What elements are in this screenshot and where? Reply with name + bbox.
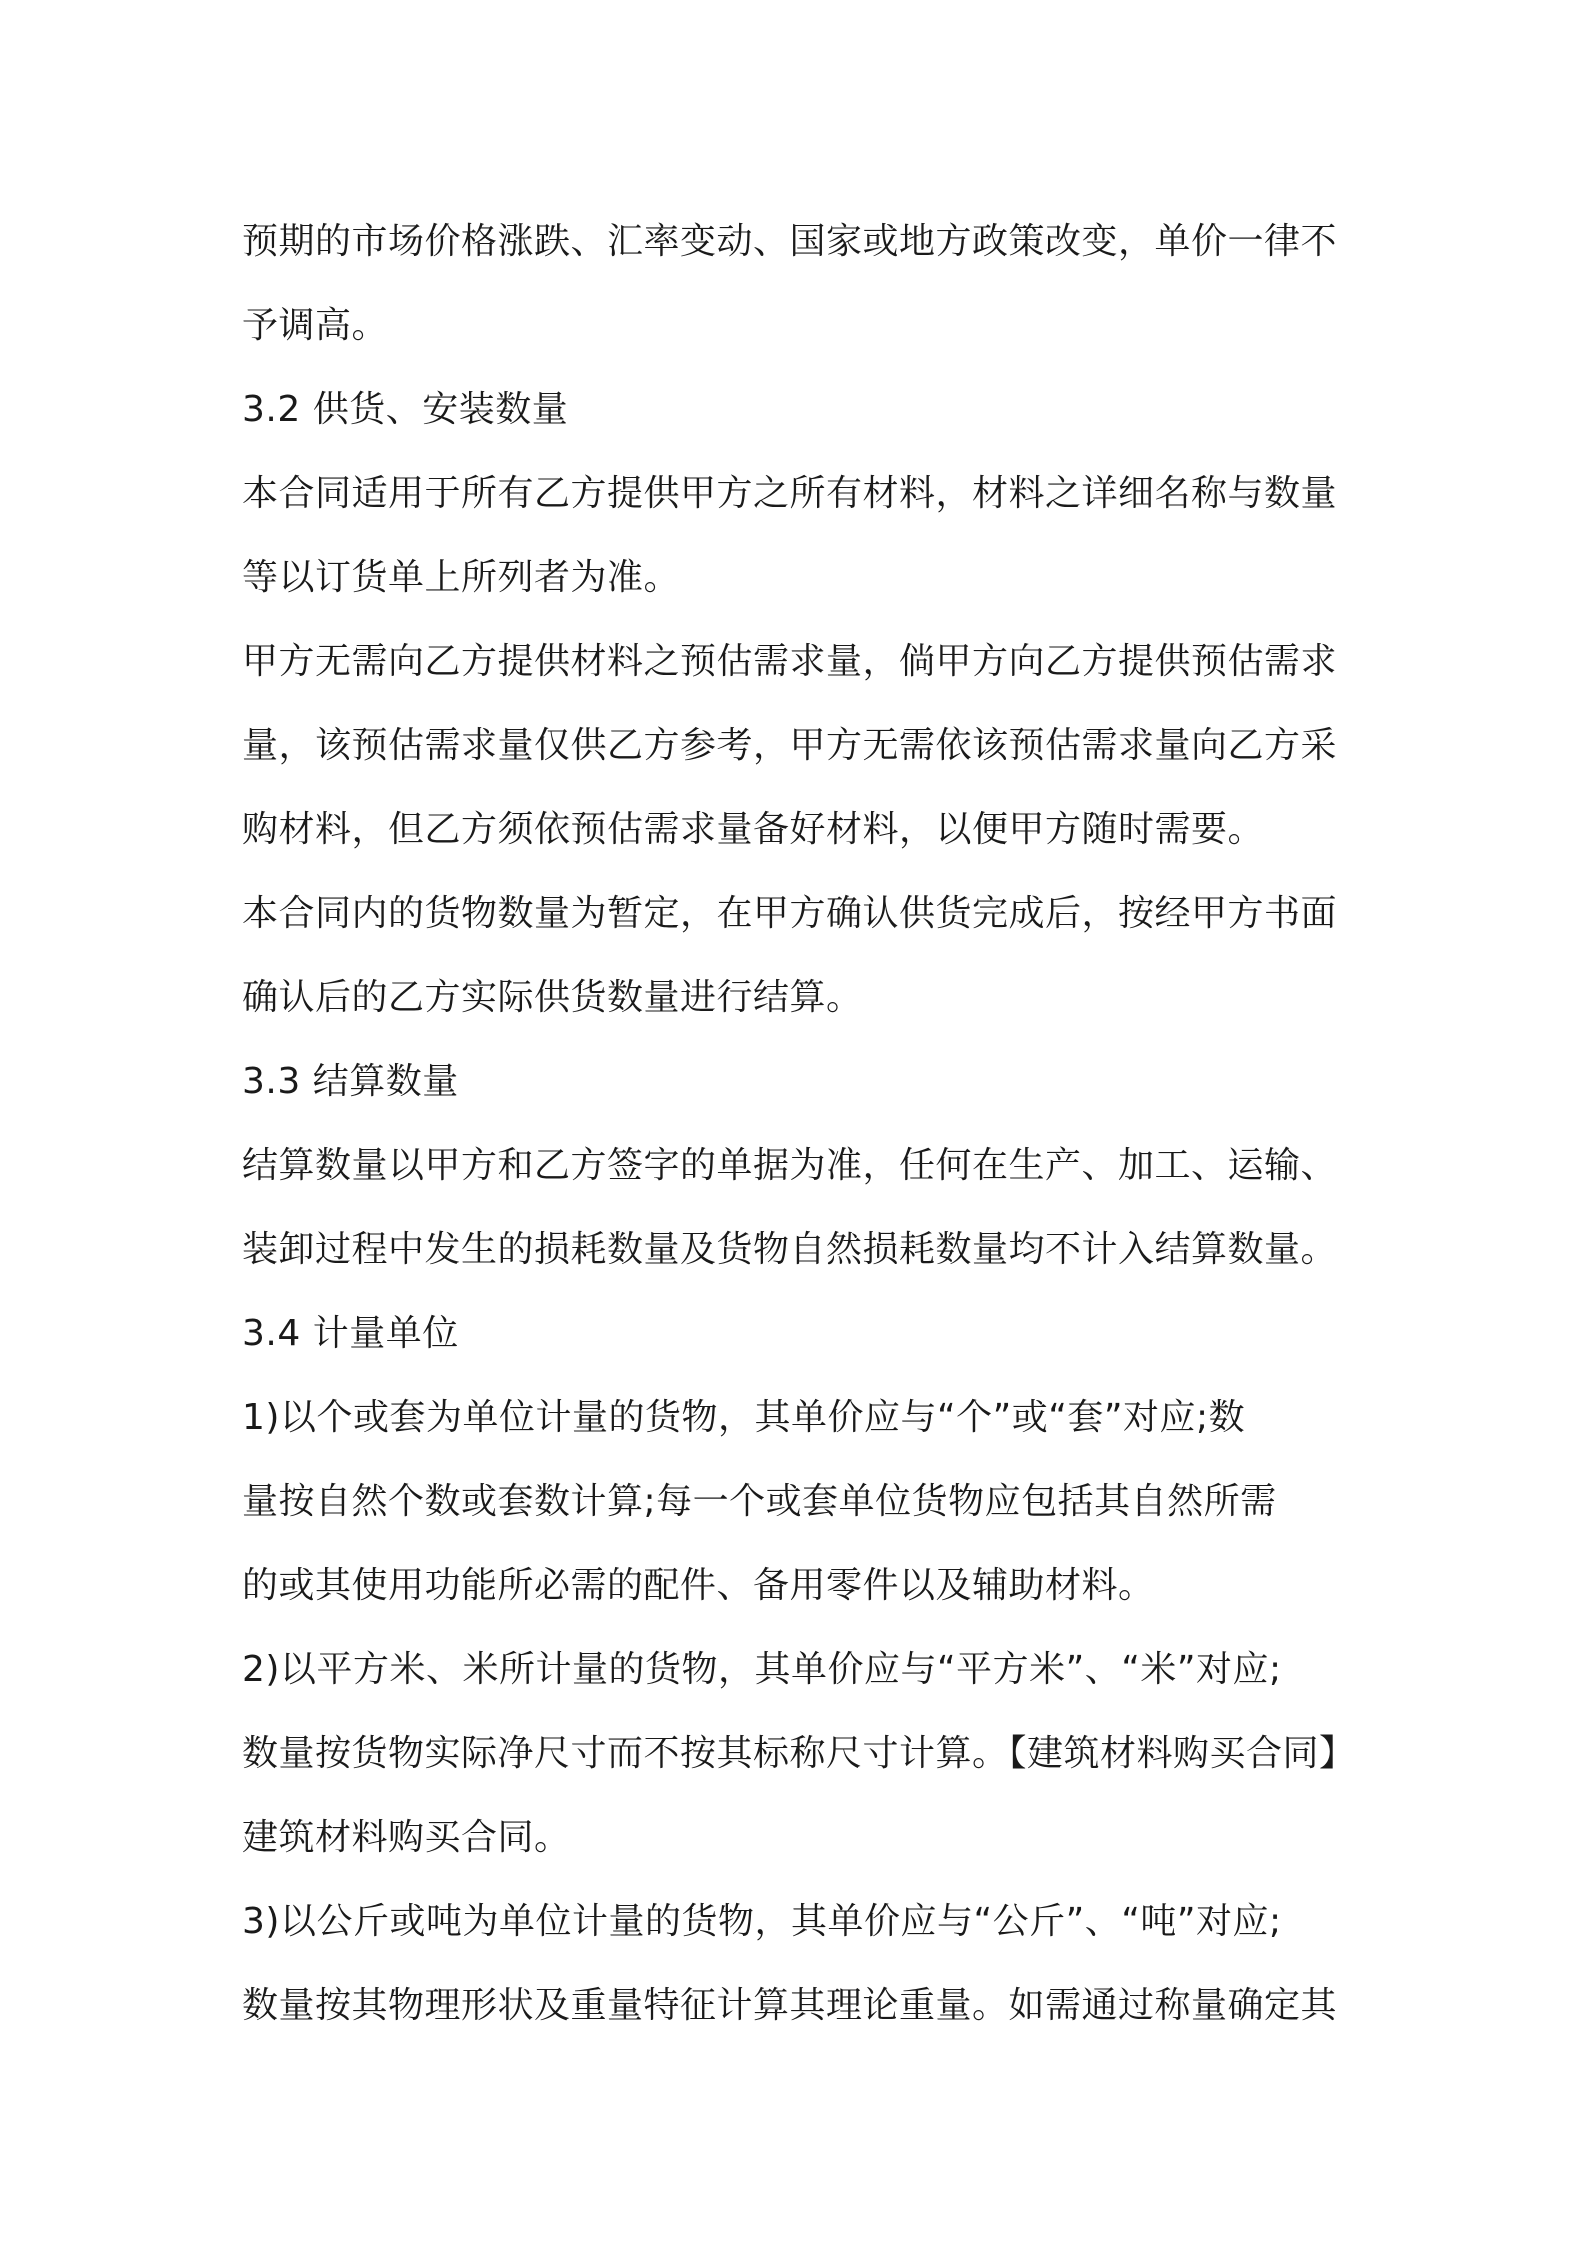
section-heading: 3.2 供货、安装数量 (242, 389, 569, 430)
paragraph-line: 甲方无需向乙方提供材料之预估需求量，倘甲方向乙方提供预估需求 (242, 641, 1338, 682)
paragraph-line: 的或其使用功能所必需的配件、备用零件以及辅助材料。 (242, 1565, 1155, 1606)
paragraph-line: 建筑材料购买合同。 (242, 1817, 571, 1858)
paragraph-line: 数量按其物理形状及重量特征计算其理论重量。如需通过称量确定其 (242, 1985, 1338, 2026)
paragraph-line: 结算数量以甲方和乙方签字的单据为准，任何在生产、加工、运输、 (242, 1145, 1338, 1186)
paragraph-line: 本合同适用于所有乙方提供甲方之所有材料，材料之详细名称与数量 (242, 473, 1338, 514)
paragraph-line: 预期的市场价格涨跌、汇率变动、国家或地方政策改变，单价一律不 (242, 221, 1338, 262)
paragraph-line: 购材料，但乙方须依预估需求量备好材料，以便甲方随时需要。 (242, 809, 1265, 850)
paragraph-line: 2)以平方米、米所计量的货物，其单价应与“平方米”、“米”对应; (242, 1649, 1282, 1690)
paragraph-line: 数量按货物实际净尺寸而不按其标称尺寸计算。【建筑材料购买合同】 (242, 1733, 1356, 1774)
paragraph-line: 予调高。 (242, 305, 389, 346)
paragraph-line: 确认后的乙方实际供货数量进行结算。 (242, 977, 863, 1018)
paragraph-line: 本合同内的货物数量为暂定，在甲方确认供货完成后，按经甲方书面 (242, 893, 1338, 934)
paragraph-line: 1)以个或套为单位计量的货物，其单价应与“个”或“套”对应;数 (242, 1397, 1246, 1438)
document-body (242, 200, 1362, 2048)
paragraph-line: 量按自然个数或套数计算;每一个或套单位货物应包括其自然所需 (242, 1481, 1277, 1522)
section-heading: 3.4 计量单位 (242, 1313, 459, 1354)
paragraph-line: 等以订货单上所列者为准。 (242, 557, 681, 598)
paragraph-line: 量，该预估需求量仅供乙方参考，甲方无需依该预估需求量向乙方采 (242, 725, 1338, 766)
paragraph-line: 3)以公斤或吨为单位计量的货物，其单价应与“公斤”、“吨”对应; (242, 1901, 1282, 1942)
paragraph-line: 装卸过程中发生的损耗数量及货物自然损耗数量均不计入结算数量。 (242, 1229, 1338, 1270)
section-heading: 3.3 结算数量 (242, 1061, 459, 1102)
